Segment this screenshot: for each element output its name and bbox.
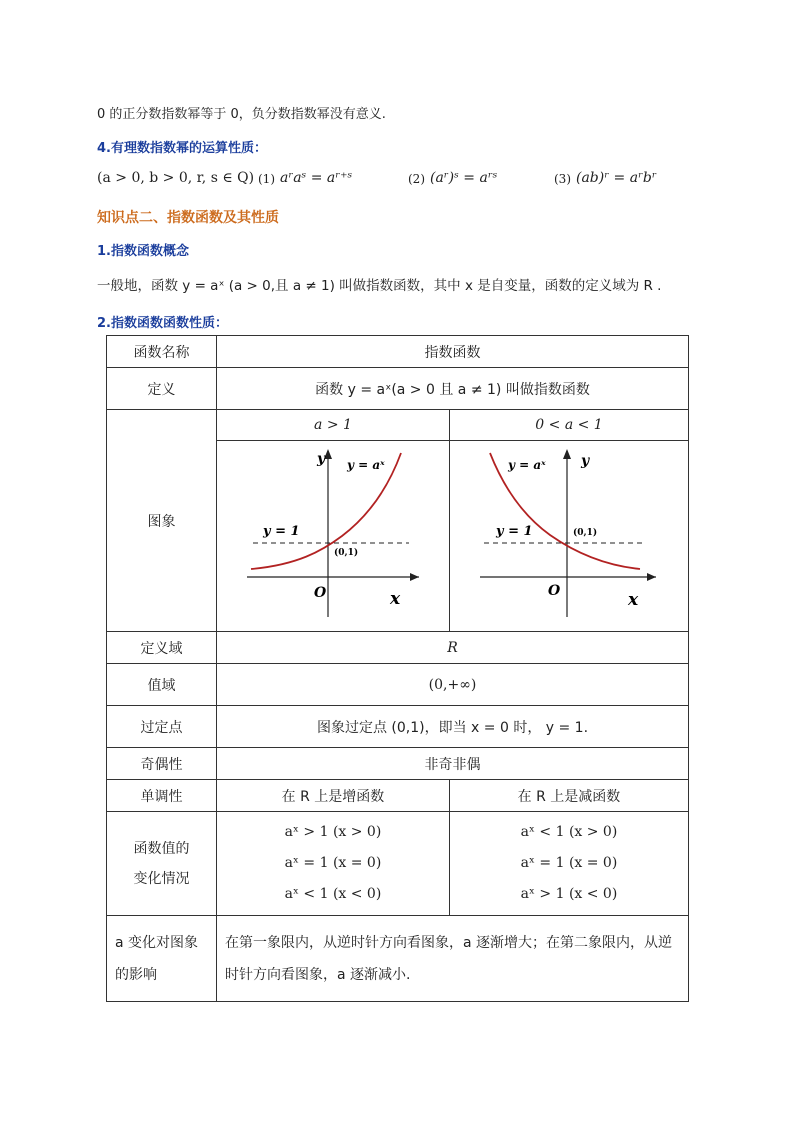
row-values-label-1: 函数值的 (133, 840, 190, 857)
kp2-title: 知识点二、指数函数及其性质 (97, 210, 279, 226)
row-monotonic-right: 在 R 上是减函数 (450, 780, 689, 812)
row-domain-value: R (217, 632, 689, 664)
value-line: aˣ > 1 (x > 0) (284, 824, 382, 840)
row-parity-value: 非奇非偶 (217, 748, 689, 780)
value-line: aˣ < 1 (x > 0) (520, 824, 618, 840)
row-domain-label: 定义域 (107, 632, 217, 664)
prop2-formula: (aʳ)ˢ = aʳˢ (430, 170, 498, 186)
intro-line: 0 的正分数指数幂等于 0，负分数指数幂没有意义. (97, 107, 386, 122)
row-range-value: (0,+∞) (217, 664, 689, 706)
row-effect-label: a 变化对图象的影响 (107, 916, 217, 1002)
y-axis-arrow (324, 449, 332, 459)
x-axis-label: x (390, 589, 401, 609)
row-values-label-2: 变化情况 (133, 870, 190, 887)
y-axis-label: y (581, 453, 590, 469)
row-def-value: 函数 y = aˣ(a > 0 且 a ≠ 1) 叫做指数函数 (217, 368, 689, 410)
point-label: (0,1) (573, 528, 598, 538)
origin-label: O (548, 583, 561, 599)
graph-increasing-cell (217, 441, 450, 632)
line-label: y = 1 (263, 524, 300, 539)
x-axis-label: x (628, 590, 639, 610)
row-effect-value: 在第一象限内，从逆时针方向看图象，a 逐渐增大；在第二象限内，从逆时针方向看图象，a 逐渐减小. (217, 916, 689, 1002)
row-values-label (107, 812, 217, 916)
row-def-label: 定义 (107, 368, 217, 410)
curve-label: y = aˣ (347, 458, 385, 472)
y-axis-label: y (317, 451, 326, 467)
y-axis-arrow (563, 449, 571, 459)
graph-increasing (217, 441, 450, 627)
origin-label: O (314, 585, 327, 601)
properties-title: 2.指数函数函数性质： (97, 316, 228, 331)
row-range-label: 值域 (107, 664, 217, 706)
concept-title: 1.指数函数概念 (97, 244, 189, 259)
prop2-label: (2) (408, 172, 425, 186)
row-graph-label: 图象 (107, 410, 217, 632)
prop3-formula: (ab)ʳ = aʳbʳ (576, 170, 657, 186)
x-axis-arrow (647, 573, 656, 581)
value-line: aˣ > 1 (x < 0) (520, 886, 618, 902)
concept-text: 一般地，函数 y = aˣ (a > 0,且 a ≠ 1) 叫做指数函数，其中 x 是自变量，函数的定义域为 R . (97, 278, 662, 294)
curve-label: y = aˣ (508, 458, 546, 472)
row-name-label: 函数名称 (107, 336, 217, 368)
line-label: y = 1 (496, 524, 533, 539)
row-name-value: 指数函数 (217, 336, 689, 368)
row-monotonic-left: 在 R 上是增函数 (217, 780, 450, 812)
graph-decreasing-cell (450, 441, 689, 632)
value-line: aˣ = 1 (x = 0) (284, 855, 382, 871)
graph-decreasing (450, 441, 689, 627)
row-fixed-point-value: 图象过定点 (0,1)，即当 x = 0 时， y = 1. (217, 706, 689, 748)
col-a-lt1: 0 < a < 1 (450, 410, 689, 441)
point-label: (0,1) (334, 548, 359, 558)
col-a-gt1: a > 1 (217, 410, 450, 441)
value-line: aˣ < 1 (x < 0) (284, 886, 382, 902)
prop1-formula: aʳaˢ = aʳ⁺ˢ (280, 170, 353, 186)
properties-table (106, 335, 689, 1002)
props-condition: (a > 0, b > 0, r, s ∈ Q) (97, 170, 255, 186)
value-line: aˣ = 1 (x = 0) (520, 855, 618, 871)
prop3-label: (3) (554, 172, 571, 186)
row-values-right (450, 812, 689, 916)
section4-title: 4.有理数指数幂的运算性质： (97, 141, 267, 156)
prop1-label: (1) (258, 172, 275, 186)
row-parity-label: 奇偶性 (107, 748, 217, 780)
x-axis-arrow (410, 573, 419, 581)
row-monotonic-label: 单调性 (107, 780, 217, 812)
row-values-left (217, 812, 450, 916)
row-fixed-point-label: 过定点 (107, 706, 217, 748)
